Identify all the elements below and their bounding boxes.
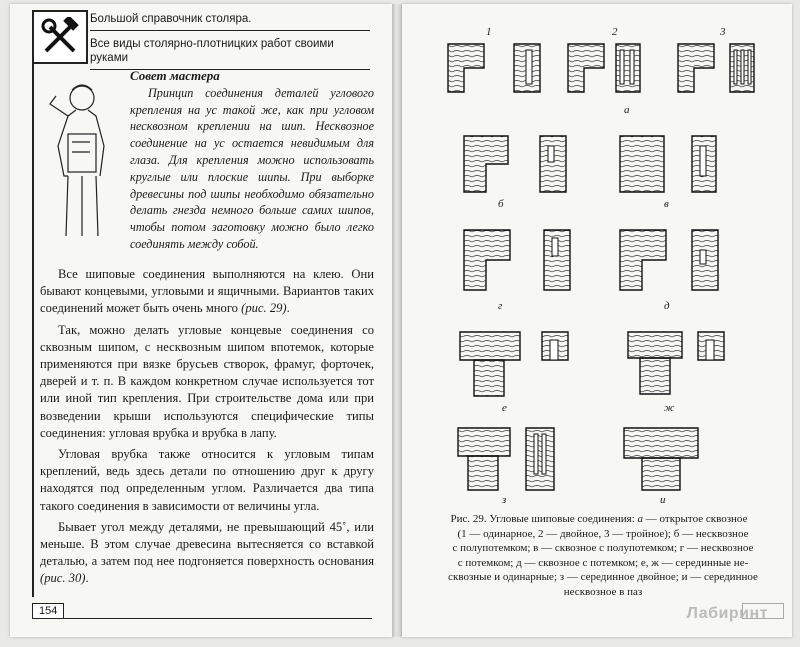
joint-z-top (458, 428, 510, 456)
tip-title: Совет мастера (130, 68, 220, 83)
joint-z-stem (468, 456, 498, 490)
master-tip (130, 68, 374, 253)
paragraph-text: Все шиповые соединения выполняются на клею. Они бывают концевыми, угловыми и ящичными. Вариантов таких соединений может быть очень много (40, 267, 374, 316)
label-3: 3 (720, 26, 726, 38)
main-text (40, 266, 374, 592)
joint-g-left (464, 230, 510, 290)
label-d: д (664, 300, 670, 312)
caption-line: (1 — одинарное, 2 — двойное, 3 — тройное); б — несквозное (457, 527, 749, 540)
header-logo (32, 10, 88, 64)
label-i: и (660, 494, 666, 506)
tip-text: Принцип соединения деталей углового крепления на ус такой же, как при угловом несквозном креплении на шип. Несквозное соединение на ус остается невидимым для глаза. Для крепления можно использовать круглые или плоские шипы. При выборке древесины под шипы необходимо обязательно делать гнезда немного больше самих шипов, чтобы потом заготовку можно было легко соединять между собой. (130, 85, 374, 251)
label-g: г (498, 300, 503, 312)
paragraph-text: Бывает угол между деталями, не превышающий 45˚, или меньше. В этом случае древесина вытесняется со вставкой деталью, а затем под нее подгоняется поверхность основания (40, 519, 374, 569)
joint-i-top (624, 428, 698, 458)
caption-line: с полупотемком; в — сквозное с полупотемком; г — несквозное (452, 542, 754, 555)
book-subtitle: Все виды столярно-плотницких работ своими руками (90, 37, 370, 70)
joint-zh-top (628, 332, 682, 358)
label-v: в (664, 198, 669, 210)
figure-caption (438, 512, 768, 600)
figure-ref: (рис. 30) (40, 571, 86, 586)
label-1: 1 (486, 26, 492, 38)
caption-line: Рис. 29. Угловые шиповые соединения: а — открытое сквозное (450, 513, 748, 525)
paragraph: Так, можно делать угловые концевые соединения со сквозным шипом, с несквозным шипом впотемок, которые применяются при вязке брусьев створок, фрамуг, форточек, дверей и т. п. В каждом конкретном случае используется тот или иной тип крепления. При строительстве дома или при возведении крыши используются специфические типы соединения: угловая врубка и врубка в лапу. (40, 322, 374, 440)
joint-i-stem (642, 458, 680, 490)
joint-a3-left (678, 44, 714, 92)
joint-v-left (620, 136, 664, 192)
joint-b-left (464, 136, 508, 192)
label-zh: ж (664, 402, 675, 414)
master-illustration (38, 76, 126, 256)
book-title: Большой справочник столяра. (90, 12, 370, 31)
joint-a1-left (448, 44, 484, 92)
joint-b-right (540, 136, 566, 192)
paragraph: Бывает угол между деталями, не превышающий 45˚, или меньше. В этом случае древесина вытесняется со вставкой деталью, а затем под нее подгоняется поверхность основания (рис. 30). (40, 519, 374, 586)
figure-ref: (рис. 29) (241, 301, 287, 316)
joint-figure (402, 4, 792, 504)
caption-line: несквозное в паз (563, 585, 643, 598)
label-e: е (502, 402, 507, 414)
label-z: з (502, 494, 507, 506)
joint-e-top (460, 332, 520, 360)
hammer-wrench-icon (40, 17, 80, 57)
joint-zh-stem (640, 358, 670, 394)
margin-rule (32, 64, 34, 597)
joint-d-left (620, 230, 666, 290)
left-page (10, 4, 392, 637)
book-spine (392, 4, 402, 637)
paragraph: Угловая врубка также относится к угловым типам креплений, ведь здесь детали по отношению друг к другу находятся под определенным углом. Различается два типа такого соединения в зависимости от величины угла. (40, 447, 374, 513)
label-a: а (624, 104, 630, 116)
joint-e-stem (474, 360, 504, 396)
label-b: б (498, 198, 504, 210)
caption-line: сквозные и одинарные; з — серединное двойное; и — серединное (448, 571, 758, 584)
caption-line: с потемком; д — сквозное с потемком; е, ж — серединные не- (457, 556, 749, 569)
page-footer (32, 600, 372, 619)
paragraph: Все шиповые соединения выполняются на клею. Они бывают концевыми, угловыми и ящичными. Вариантов таких соединений может быть очень много (рис. 29). (40, 267, 374, 316)
joint-a2-left (568, 44, 604, 92)
right-page (402, 4, 792, 637)
joint-z-right (526, 428, 554, 490)
page-number: 154 (32, 603, 64, 619)
label-2: 2 (612, 26, 618, 38)
watermark: Лабиринт (686, 605, 768, 622)
running-header (90, 12, 370, 76)
